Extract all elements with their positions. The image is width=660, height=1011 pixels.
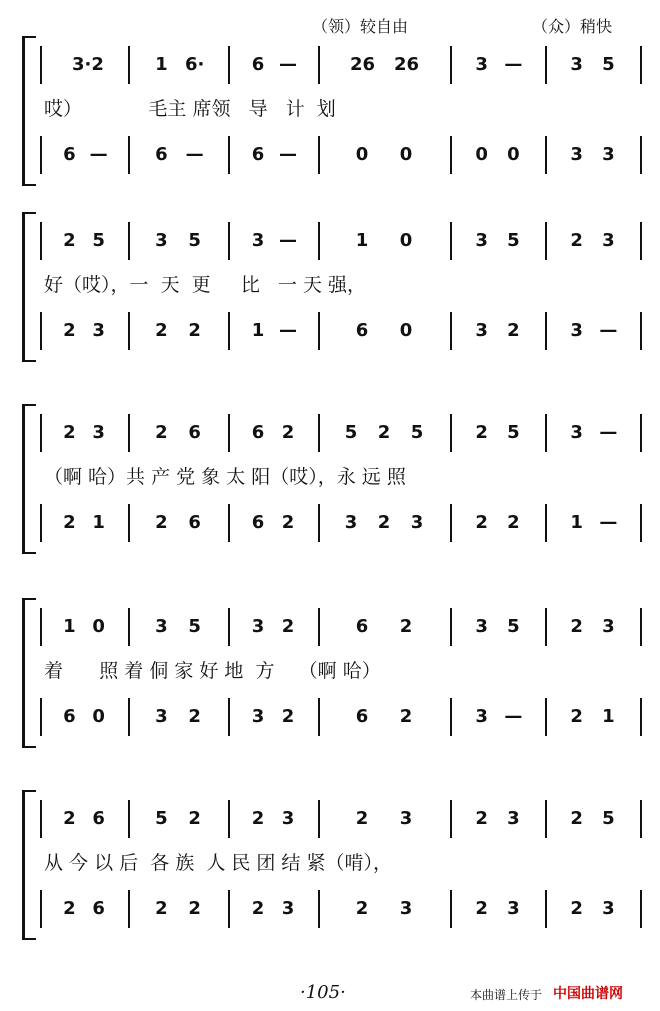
- note: 6: [63, 144, 76, 165]
- note: 3: [155, 230, 168, 251]
- bar-line: [640, 312, 642, 350]
- note: 3: [602, 616, 615, 637]
- score-system: [0, 598, 660, 758]
- note: 5: [507, 616, 520, 637]
- note: 2: [63, 512, 76, 533]
- bar-line: [545, 136, 547, 174]
- bar-line: [545, 312, 547, 350]
- note: 2: [507, 512, 520, 533]
- note: 2: [155, 422, 168, 443]
- note: 3: [410, 512, 424, 533]
- note: 2: [63, 230, 76, 251]
- bar-line: [128, 414, 130, 452]
- bar-line: [128, 698, 130, 736]
- note: 3: [92, 320, 105, 341]
- bar-line: [318, 222, 320, 260]
- bar-line: [318, 312, 320, 350]
- score-system: [0, 212, 660, 372]
- lyric-line: 着 照 着 侗 家 好 地 方 （啊 哈）: [44, 660, 381, 682]
- bar-line: [640, 504, 642, 542]
- note: 2: [188, 808, 201, 829]
- note: 2: [475, 422, 488, 443]
- note: —: [599, 512, 618, 533]
- bar-line: [640, 608, 642, 646]
- note: 1: [63, 616, 76, 637]
- note: 3: [92, 422, 105, 443]
- note: 6: [355, 616, 369, 637]
- note: 2: [355, 808, 369, 829]
- bar-line: [545, 890, 547, 928]
- lyric-line: 好（哎），一 天 更 比 一 天 强，: [44, 274, 367, 296]
- bar-line: [128, 312, 130, 350]
- note: 3: [281, 808, 295, 829]
- bar-line: [318, 698, 320, 736]
- note: 5: [410, 422, 424, 443]
- note: 3: [570, 320, 583, 341]
- note: 3: [475, 320, 488, 341]
- note: —: [599, 422, 618, 443]
- note: 2: [377, 422, 391, 443]
- note: 0: [399, 144, 413, 165]
- note: 3·2: [72, 54, 104, 75]
- note: 2: [155, 320, 168, 341]
- note: 6: [251, 512, 265, 533]
- bar-line: [450, 890, 452, 928]
- bar-line: [128, 504, 130, 542]
- bar-line: [640, 800, 642, 838]
- note: 2: [155, 512, 168, 533]
- tempo-marking-chorus: （众）稍快: [532, 17, 613, 36]
- note: 2: [251, 898, 265, 919]
- bar-line: [450, 698, 452, 736]
- bar-line: [40, 608, 42, 646]
- bar-line: [640, 222, 642, 260]
- note: 6: [92, 898, 105, 919]
- note: 26: [350, 54, 376, 75]
- lower-staff: [0, 500, 660, 550]
- note: 6: [251, 54, 265, 75]
- note: 5: [507, 422, 520, 443]
- note: 2: [63, 422, 76, 443]
- bar-line: [450, 800, 452, 838]
- note: 26: [394, 54, 420, 75]
- bar-line: [228, 608, 230, 646]
- note: 6: [251, 144, 265, 165]
- bar-line: [545, 414, 547, 452]
- note: —: [279, 54, 297, 75]
- note: 3: [475, 54, 488, 75]
- note: 1: [570, 512, 583, 533]
- upper-staff: [0, 796, 660, 846]
- note: 2: [570, 808, 583, 829]
- note: 3: [155, 616, 168, 637]
- note: 2: [281, 616, 295, 637]
- bar-line: [450, 222, 452, 260]
- score-system: [0, 404, 660, 564]
- note: 5: [507, 230, 520, 251]
- note: 0: [92, 706, 105, 727]
- bar-line: [450, 312, 452, 350]
- note: 3: [507, 808, 520, 829]
- page-number: ·105·: [300, 982, 346, 1003]
- upper-staff: [0, 604, 660, 654]
- note: 3: [344, 512, 358, 533]
- bar-line: [545, 800, 547, 838]
- note: 2: [355, 898, 369, 919]
- bar-line: [228, 136, 230, 174]
- note: 2: [63, 808, 76, 829]
- bar-line: [228, 698, 230, 736]
- note: 0: [399, 320, 413, 341]
- note: —: [504, 54, 523, 75]
- bar-line: [40, 312, 42, 350]
- note: 6: [63, 706, 76, 727]
- bar-line: [40, 800, 42, 838]
- site-logo: 中国曲谱网: [553, 986, 623, 1002]
- note: 3: [602, 898, 615, 919]
- bar-line: [228, 312, 230, 350]
- note: 2: [475, 898, 488, 919]
- note: 2: [570, 230, 583, 251]
- tempo-marking-lead: （领）较自由: [312, 17, 409, 36]
- bar-line: [318, 800, 320, 838]
- note: 5: [602, 808, 615, 829]
- bar-line: [640, 890, 642, 928]
- bar-line: [450, 414, 452, 452]
- bar-line: [450, 136, 452, 174]
- bar-line: [40, 136, 42, 174]
- bar-line: [128, 46, 130, 84]
- note: 3: [251, 706, 265, 727]
- bar-line: [128, 800, 130, 838]
- note: 2: [188, 320, 201, 341]
- bar-line: [40, 504, 42, 542]
- bar-line: [228, 414, 230, 452]
- bar-line: [40, 698, 42, 736]
- note: 3: [570, 422, 583, 443]
- bar-line: [545, 504, 547, 542]
- note: 2: [377, 512, 391, 533]
- note: 6: [251, 422, 265, 443]
- note: 6: [92, 808, 105, 829]
- bar-line: [545, 46, 547, 84]
- lower-staff: [0, 694, 660, 744]
- note: 0: [507, 144, 520, 165]
- note: 2: [63, 898, 76, 919]
- lower-staff: [0, 886, 660, 936]
- note: 6: [355, 706, 369, 727]
- bar-line: [545, 222, 547, 260]
- bar-line: [545, 698, 547, 736]
- bar-line: [40, 46, 42, 84]
- note: 2: [570, 616, 583, 637]
- score-system: [0, 790, 660, 950]
- bar-line: [318, 504, 320, 542]
- bar-line: [640, 136, 642, 174]
- note: 3: [570, 144, 583, 165]
- note: 2: [155, 898, 168, 919]
- bar-line: [318, 414, 320, 452]
- bar-line: [228, 222, 230, 260]
- note: 0: [399, 230, 413, 251]
- note: 2: [475, 512, 488, 533]
- note: 2: [570, 898, 583, 919]
- page-footer: [0, 982, 660, 1008]
- upload-note: 本曲谱上传于: [470, 988, 543, 1002]
- note: 2: [475, 808, 488, 829]
- bar-line: [318, 890, 320, 928]
- bar-line: [450, 46, 452, 84]
- note: 0: [92, 616, 105, 637]
- bar-line: [128, 608, 130, 646]
- note: —: [185, 144, 204, 165]
- note: 3: [507, 898, 520, 919]
- note: —: [279, 320, 297, 341]
- note: 3: [251, 230, 265, 251]
- note: 3: [399, 898, 413, 919]
- bar-line: [128, 890, 130, 928]
- bar-line: [640, 46, 642, 84]
- bar-line: [40, 414, 42, 452]
- note: 2: [281, 512, 295, 533]
- bar-line: [545, 608, 547, 646]
- note: 6: [355, 320, 369, 341]
- note: 2: [63, 320, 76, 341]
- bar-line: [128, 222, 130, 260]
- note: 6: [188, 512, 201, 533]
- note: 3: [475, 230, 488, 251]
- bar-line: [128, 136, 130, 174]
- note: 5: [92, 230, 105, 251]
- note: 1: [155, 54, 168, 75]
- bar-line: [228, 800, 230, 838]
- note: 2: [399, 706, 413, 727]
- note: 2: [251, 808, 265, 829]
- note: 5: [344, 422, 358, 443]
- lower-staff: [0, 132, 660, 182]
- note: 3: [475, 616, 488, 637]
- score-system: [0, 36, 660, 196]
- note: 6·: [184, 54, 205, 75]
- note: 3: [570, 54, 583, 75]
- note: 1: [92, 512, 105, 533]
- bar-line: [40, 222, 42, 260]
- note: 2: [281, 706, 295, 727]
- note: 3: [602, 230, 615, 251]
- bar-line: [450, 504, 452, 542]
- note: 3: [399, 808, 413, 829]
- upper-staff: [0, 218, 660, 268]
- bar-line: [318, 46, 320, 84]
- note: —: [89, 144, 108, 165]
- bar-line: [640, 698, 642, 736]
- note: 6: [188, 422, 201, 443]
- bar-line: [228, 504, 230, 542]
- note: 5: [155, 808, 168, 829]
- lyric-line: 哎） 毛主 席领 导 计 划: [44, 98, 336, 120]
- bar-line: [228, 46, 230, 84]
- note: 2: [507, 320, 520, 341]
- note: 3: [251, 616, 265, 637]
- bar-line: [450, 608, 452, 646]
- note: 2: [188, 898, 201, 919]
- note: 3: [155, 706, 168, 727]
- note: 3: [475, 706, 488, 727]
- note: 3: [281, 898, 295, 919]
- lyric-line: （啊 哈）共 产 党 象 太 阳（哎），永 远 照: [44, 466, 406, 488]
- bar-line: [228, 890, 230, 928]
- bar-line: [318, 136, 320, 174]
- note: 5: [188, 616, 201, 637]
- note: —: [599, 320, 618, 341]
- note: 0: [475, 144, 488, 165]
- lyric-line: 从 今 以 后 各 族 人 民 团 结 紧（啃），: [44, 852, 392, 874]
- upper-staff: [0, 42, 660, 92]
- bar-line: [40, 890, 42, 928]
- note: —: [504, 706, 523, 727]
- note: 5: [188, 230, 201, 251]
- note: 1: [251, 320, 265, 341]
- note: 2: [188, 706, 201, 727]
- note: 1: [602, 706, 615, 727]
- note: 1: [355, 230, 369, 251]
- note: 0: [355, 144, 369, 165]
- bar-line: [318, 608, 320, 646]
- note: 2: [570, 706, 583, 727]
- note: 3: [602, 144, 615, 165]
- upper-staff: [0, 410, 660, 460]
- bar-line: [640, 414, 642, 452]
- note: 2: [399, 616, 413, 637]
- note: —: [279, 230, 297, 251]
- lower-staff: [0, 308, 660, 358]
- note: 5: [602, 54, 615, 75]
- note: —: [279, 144, 297, 165]
- note: 6: [155, 144, 168, 165]
- note: 2: [281, 422, 295, 443]
